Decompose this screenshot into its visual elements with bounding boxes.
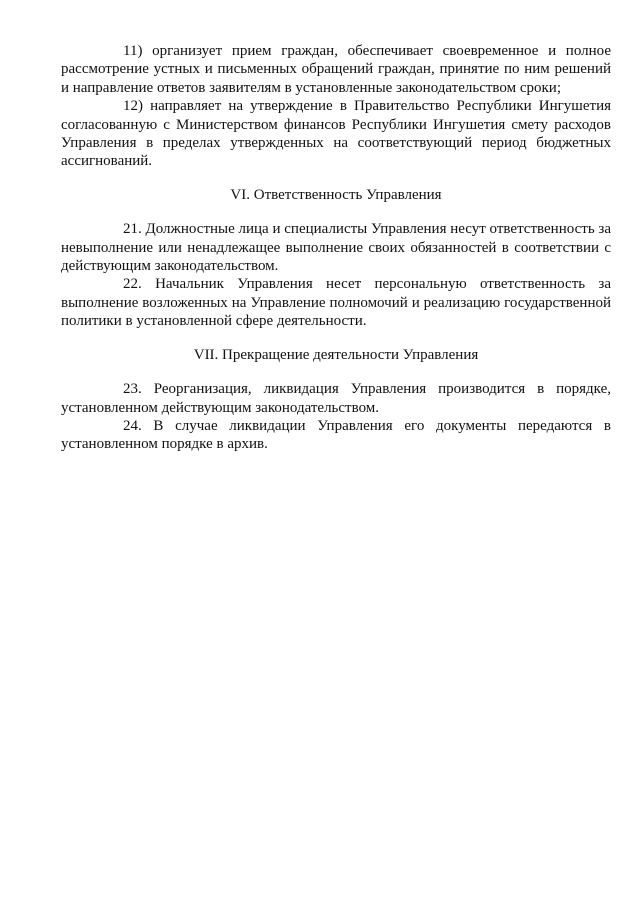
section-heading-vii: VII. Прекращение деятельности Управления [193,346,479,363]
spacer [61,171,611,186]
spacer [61,331,611,346]
spacer [61,204,611,220]
section-heading-vi: VI. Ответственность Управления [230,186,442,203]
paragraph-item-23: 23. Реорганизация, ликвидация Управления производится в порядке, установленном действующим законодательством. [61,381,611,416]
document-page [61,42,611,454]
paragraph-item-21: 21. Должностные лица и специалисты Управления несут ответственность за невыполнение или ненадлежащее выполнение своих обязанностей в соответствии с действующим законодательством. [61,221,611,275]
paragraph-item-12: 12) направляет на утверждение в Правительство Республики Ингушетия согласованную с Министерством финансов Республики Ингушетия смету расходов Управления в пределах утвержденных на соответствующий период бюджетных ассигнований. [61,98,611,170]
paragraph-item-22: 22. Начальник Управления несет персональную ответственность за выполнение возложенных на Управление полномочий и реализацию государственной политики в установленной сфере деятельности. [61,276,611,330]
paragraph-item-24: 24. В случае ликвидации Управления его документы передаются в установленном порядке в архив. [61,417,611,453]
paragraph-item-11: 11) организует прием граждан, обеспечивает своевременное и полное рассмотрение устных и письменных обращений граждан, принятие по ним решений и направление ответов заявителям в установленные законодательством сроки; [61,43,611,96]
spacer [61,364,611,380]
